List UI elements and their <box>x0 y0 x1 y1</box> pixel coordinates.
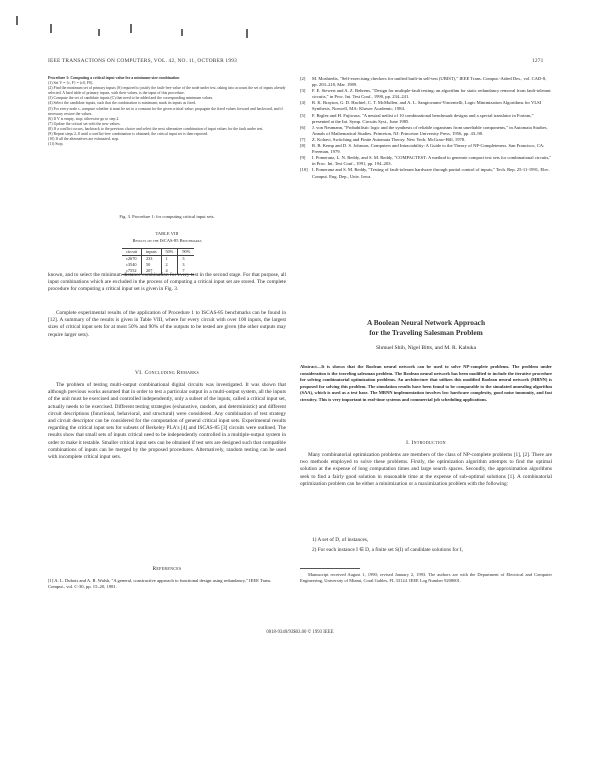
section-heading: I. Introduction <box>406 440 446 446</box>
table-cell: 207 <box>141 268 161 275</box>
table-cell: c7552 <box>126 268 137 273</box>
table-title: TABLE VIII <box>155 231 179 236</box>
table-cell: 2 <box>161 262 178 268</box>
table-header: 90% <box>178 249 194 256</box>
paper-title-line: for the Traveling Salesman Problem <box>369 328 483 337</box>
table-cell: 7 <box>178 268 194 275</box>
figure-caption: Fig. 3. Procedure 1: for computing critical input sets. <box>119 214 215 219</box>
scan-mark <box>246 29 248 38</box>
section-heading: VI. Concluding Remarks <box>135 370 199 376</box>
body-paragraph: Many combinatorial optimization problems are members of the class of NP-complete problems [1], [2]. There are two methods employed to solve these problems. Firstly, the optimization algorithm attempts to find the optimal solution at the expense of long computation times and large search spaces. Secondly, the approximation algorithms seek to find a fairly good solution in reasonable time at the expense of sub-optimal solutions [1]. A combinatorial optimization problem can be either a minimization or a maximization problem with the following: <box>300 452 552 487</box>
running-header: IEEE TRANSACTIONS ON COMPUTERS, VOL. 42, NO. 11, OCTOBER 1993 <box>48 58 238 64</box>
procedure-step: (5) For every node c, compute whether it must be set to a constant for the given critical value; propagate the fixed values forward and backward, and if necessary restore the values. <box>48 106 283 116</box>
table-header: 50% <box>161 249 178 256</box>
procedure-step: (8) If a conflict occurs, backtrack to the previous choice and select the next alternative combination of input values for the fault under test. <box>48 126 264 131</box>
paper-authors: Shmuel Shih, Nigel Bitts, and M. R. Kabuka <box>376 345 476 351</box>
reference-entry: [2] M. Moshiedis, "Self-exercising checkers for unified built-in self-test (UBIST)," IEEE Trans. Comput.-Aided Des., vol. CAD-8, pp. 203–218, Mar. 1989. <box>300 76 547 88</box>
scan-mark <box>98 29 100 36</box>
list-item: 1) A set of D, of instances, <box>312 537 369 543</box>
scan-mark <box>16 16 18 25</box>
procedure-box <box>48 76 286 147</box>
procedure-step: (3) Compute the set of candidate inputs (C) that need to be added and the corresponding minimum values. <box>48 96 214 101</box>
procedure-step: (1) Set V = {c, F} = (c0, F0). <box>48 81 94 86</box>
page-footer: 0018-9340/93$03.00 © 1993 IEEE <box>266 630 334 635</box>
page-number: 1271 <box>532 58 544 64</box>
reference-entry: [7] Z. Kohavi, Switching and Finite Automata Theory. New York: McGraw-Hill, 1978. <box>300 136 466 142</box>
scan-mark <box>181 29 183 36</box>
scan-mark <box>130 24 132 33</box>
table-cell: 4 <box>161 268 178 275</box>
procedure-step: (4) Select the candidate inputs, such that the combination is minimum; mark its inputs as fixed. <box>48 101 197 106</box>
reference-entry: [5] F. Brglez and H. Fujiwara, "A neutral netlist of 10 combinational benchmark designs and a special translator in Fortran," presented at the Int. Symp. Circuits Syst., June 1985. <box>300 112 534 124</box>
body-paragraph: The problem of testing multi-output combinational digital circuits was investigated. It was shown that although previous works assumed that in order to test a particular output in a multi-output system, all the inputs of the unit must be exercised and controlled independently, only a subset of the inputs, called a critical input set, actually needs to be exercised. Different testing strategies (exhaustive, random, and deterministic) and different circuit descriptions (functional, behavioral, and structural) were considered. Any combination of test strategy and circuit descriptor can be considered for the computation of general critical input sets. Experimental results regarding the critical input sets for subsets of Berkeley PLA's [4] and ISCAS-85 [3] circuits were outlined. The results show that small sets of inputs critical need to be independently controlled in a multiple-output system in order to make it testable. Smaller critical input sets can be obtained if test sets are designed such that compatible combinations of inputs can be merged by the proposed procedures. Alternatively, random testing can be used with incomplete critical input sets. <box>48 382 286 461</box>
footnote-rule <box>300 568 360 569</box>
results-table <box>122 248 194 275</box>
table-cell: c3540 <box>126 262 137 267</box>
reference-entry: [9] I. Pomeranz, L. N. Reddy, and S. M. Reddy, "COMPACTEST: A method to generate compact test sets for combinational circuits," in Proc. Int. Test Conf., 1991, pp. 194–203. <box>300 155 552 167</box>
table-header: circuit <box>126 249 137 254</box>
procedure-step: (2) Find the minimum set of primary inputs (S) required to justify the fault-free value of the node under test, taking into account the set of inputs already selected. A hard table of primary inputs, with their values, is the input of this procedure. <box>48 86 286 96</box>
procedure-step: (9) Repeat steps 2–8 until a conflict-free combination is obtained; the critical input set is then reported. <box>48 132 209 137</box>
reference-entry: [10] I. Pomeranz and S. M. Reddy, "Testing of fault-tolerant hardware through partial control of inputs," Tech. Rep. 25-11-1991, Elec. Comput. Eng. Dep., Univ. Iowa. <box>300 167 550 179</box>
table-cell: 50 <box>141 262 161 268</box>
list-item: 2) For each instance I ∈ D, a finite set S(I) of candidate solutions for I, <box>312 547 463 553</box>
procedure-step: (7) Update the critical set with the new values. <box>48 121 121 126</box>
table-cell: 233 <box>141 256 161 263</box>
reference-entry: [4] R. K. Brayton, G. D. Hachtel, C. T. McMullen, and A. L. Sangiovanni-Vincentelli, Logic Minimization Algorithms for VLSI Synthesis. Norwell, MA: Kluwer Academic, 1984. <box>300 100 542 112</box>
reference-entry: [3] F. E. Siewert and A. Z. Behrens, "Design for multiple-fault testing: an algorithm for static redundancy removal from fault-tolerant circuits," in Proc. Int. Test Conf., 1990, pp. 234–241. <box>300 88 551 100</box>
reference-entry: [6] J. von Neumann, "Probabilistic logic and the synthesis of reliable organisms from unreliable components," in Automata Studies, Annals of Mathematical Studies. Princeton, NJ: Princeton University Press, 1956, pp. 43–98. <box>300 124 548 136</box>
table-cell: 3 <box>178 262 194 268</box>
reference-entry: [8] R. B. Kemp and D. S. Johnson, Computers and Intractability: A Guide to the Theory of NP-Completeness. San Francisco, CA: Freeman, 1979. <box>300 143 545 155</box>
footnote: Manuscript received August 1, 1990; revised January 2, 1993. The authors are with the Department of Electrical and Computer Engineering, University of Miami, Coral Gables, FL 33124. IEEE Log Number 9208001. <box>300 572 552 583</box>
procedure-step: (6) If V is empty, stop; otherwise go to step 2. <box>48 116 120 121</box>
table-cell: 1 <box>161 256 178 263</box>
table-cell: 3 <box>178 256 194 263</box>
reference-list <box>300 76 552 180</box>
body-paragraph: known, and to select the minimum distance combination for every test in the second stage. For that purpose, all input combinations which are excluded in the process of computing a critical input set are stored. The complete procedure for computing a critical input set is given in Fig. 3. <box>48 272 286 293</box>
body-paragraph: Complete experimental results of the application of Procedure 1 to ISCAS-85 benchmarks can be found in [12]. A summary of the results is given in Table VIII, where for every circuit with over 100 inputs, the largest sizes of critical input sets for at most 50% and 90% of the outputs to be tested are given (the other outputs may require larger sets). <box>48 310 286 338</box>
reference-entry: [1] A. L. Dubois and A. R. Walsh, "A general, constructive approach to functional design using redundancy," IEEE Trans. Comput., vol. C-30, pp. 15–20, 1981. <box>48 578 272 590</box>
references-heading: References <box>152 566 182 572</box>
procedure-title: Procedure 1: Computing a critical input value for a minimum-size combination <box>48 76 180 80</box>
table-cell: c2670 <box>126 256 137 261</box>
table-header: inputs <box>141 249 161 256</box>
procedure-step: (10) If all the alternatives are exhausted, stop. <box>48 137 120 142</box>
paper-title-line: A Boolean Neural Network Approach <box>366 318 486 327</box>
procedure-step: (11) Stop. <box>48 142 64 147</box>
paper-title <box>300 318 552 338</box>
scan-mark <box>50 24 52 33</box>
table-subtitle: Results on the ISCAS-85 Benchmarks <box>132 238 202 243</box>
abstract: Abstract—It is shown that the Boolean neural network can be used to solve NP-complete problems. The problem under consideration is the traveling salesman problem. The Boolean neural network has been modified to include the iterative procedure for solving combinatorial optimization problems. An architecture that utilizes this modified Boolean neural network (MBNN) is proposed for solving this problem. The simulation results have been found to be comparable to the simulated annealing algorithm (SAA), which is used as a test base. The MBNN implementation involves low hardware complexity, good noise immunity, and fast circuitry. This is very important in real-time systems and commercial job scheduling applications. <box>300 364 552 402</box>
